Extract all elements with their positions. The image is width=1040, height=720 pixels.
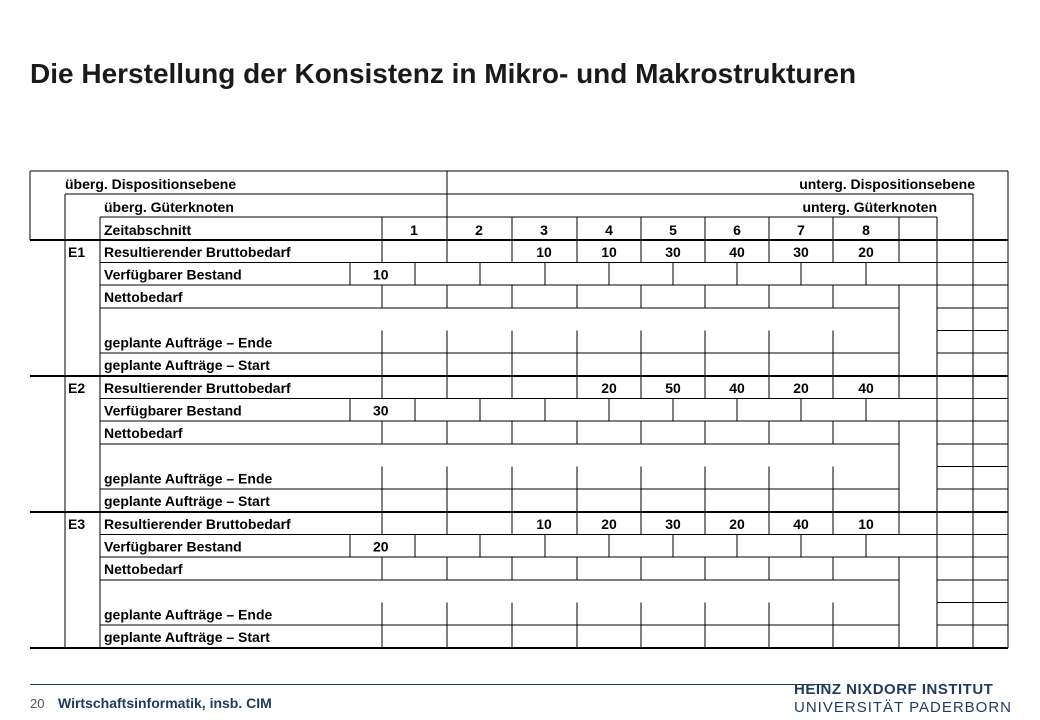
gross-value-E2-p7: 20 [793, 380, 809, 396]
gross-value-E2-p6: 40 [729, 380, 745, 396]
header-upper-node: überg. Güterknoten [104, 199, 234, 215]
period-number-6: 6 [733, 222, 741, 238]
institute-logo [794, 682, 1012, 715]
gross-value-E1-p4: 10 [601, 244, 617, 260]
label-gross-E1: Resultierender Bruttobedarf [104, 244, 291, 260]
footer-divider [30, 684, 830, 685]
label-net-E1: Nettobedarf [104, 289, 183, 306]
period-number-2: 2 [475, 222, 483, 238]
logo-line-1: HEINZ NIXDORF INSTITUT [794, 681, 994, 698]
gross-value-E2-p4: 20 [601, 380, 617, 396]
gross-value-E3-p8: 10 [858, 516, 874, 532]
period-number-7: 7 [797, 222, 805, 238]
header-lower-node: unterg. Güterknoten [802, 199, 937, 215]
block-id-E3: E3 [68, 516, 86, 532]
label-orders-end-E2: geplante Aufträge – Ende [104, 470, 273, 487]
label-stock-E1: Verfügbarer Bestand [104, 266, 242, 283]
label-orders-start-E3: geplante Aufträge – Start [104, 629, 270, 645]
stock-value-E3: 20 [373, 538, 389, 555]
header-lower-level: unterg. Dispositionsebene [799, 176, 975, 192]
logo-line-2: UNIVERSITÄT PADERBORN [794, 699, 1012, 716]
gross-value-E2-p5: 50 [665, 380, 681, 396]
gross-value-E1-p5: 30 [665, 244, 681, 260]
period-number-4: 4 [605, 222, 613, 238]
footer-text: Wirtschaftsinformatik, insb. CIM [58, 695, 272, 711]
label-orders-start-E2: geplante Aufträge – Start [104, 493, 270, 509]
gross-value-E2-p8: 40 [858, 380, 874, 396]
label-net-E3: Nettobedarf [104, 561, 183, 578]
gross-value-E3-p6: 20 [729, 516, 745, 532]
gross-value-E1-p8: 20 [858, 244, 874, 260]
stock-value-E1: 10 [373, 266, 389, 283]
page-number: 20 [30, 696, 45, 711]
label-stock-E3: Verfügbarer Bestand [104, 538, 242, 555]
gross-value-E3-p4: 20 [601, 516, 617, 532]
block-id-E2: E2 [68, 380, 86, 396]
gross-value-E3-p3: 10 [536, 516, 552, 532]
period-number-8: 8 [862, 222, 870, 238]
label-gross-E2: Resultierender Bruttobedarf [104, 380, 291, 396]
label-orders-end-E3: geplante Aufträge – Ende [104, 606, 273, 623]
label-net-E2: Nettobedarf [104, 425, 183, 442]
period-number-5: 5 [669, 222, 677, 238]
gross-value-E1-p7: 30 [793, 244, 809, 260]
block-id-E1: E1 [68, 244, 86, 260]
label-orders-start-E1: geplante Aufträge – Start [104, 357, 270, 373]
gross-value-E3-p7: 40 [793, 516, 809, 532]
label-stock-E2: Verfügbarer Bestand [104, 402, 242, 419]
header-period-label: Zeitabschnitt [104, 222, 192, 238]
period-number-1: 1 [410, 222, 418, 238]
gross-value-E3-p5: 30 [665, 516, 681, 532]
label-gross-E3: Resultierender Bruttobedarf [104, 516, 291, 532]
label-orders-end-E1: geplante Aufträge – Ende [104, 334, 273, 351]
gross-value-E1-p3: 10 [536, 244, 552, 260]
page-title: Die Herstellung der Konsistenz in Mikro- und Makrostrukturen [30, 58, 857, 89]
header-upper-level: überg. Dispositionsebene [65, 176, 237, 192]
stock-value-E2: 30 [373, 402, 389, 419]
period-number-3: 3 [540, 222, 548, 238]
gross-value-E1-p6: 40 [729, 244, 745, 260]
